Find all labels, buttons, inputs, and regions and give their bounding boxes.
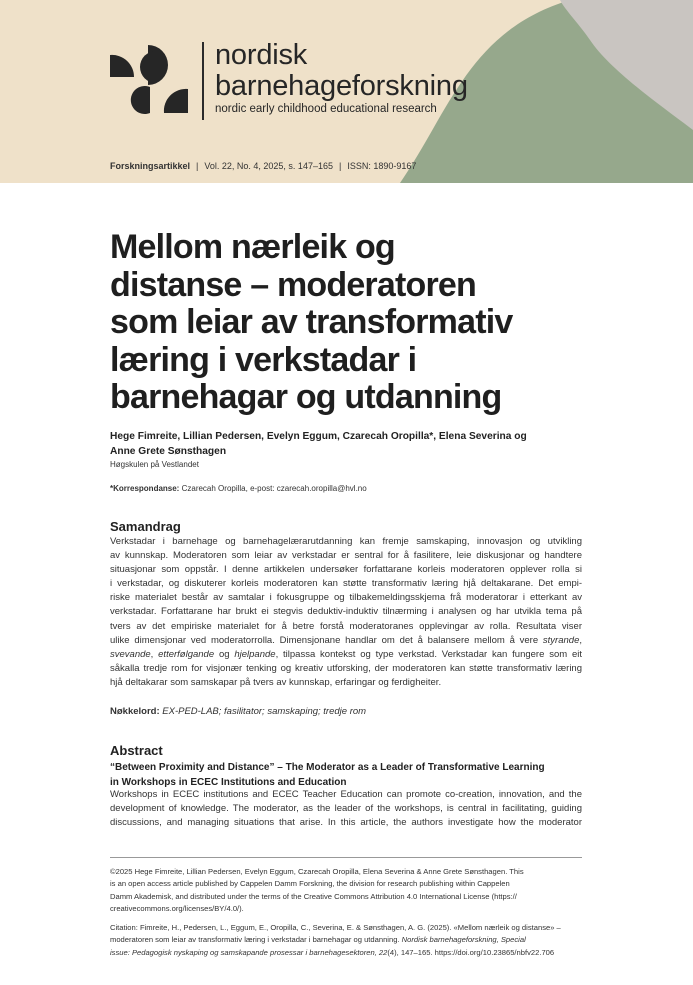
title-line: Mellom nærleik og	[110, 228, 395, 266]
samandrag-line: riske materialet består av samtalar i fokusgruppe og tilbakemeldingsskjema frå moderatorar i etterkant av	[110, 592, 582, 604]
citation-issue: issue: Pedagogisk nyskaping og samskapande prosessar i barnehagesektoren, 22	[110, 947, 388, 957]
samandrag-line: ulike dimensjonar ved moderatorrolla. Dimensjonane handlar om det å balansere mellom å vere styrande,	[110, 634, 582, 646]
samandrag-line: verkstadar. Forfattarane har brukt ei stegvis deduktiv-induktiv tilnærming i analysen og har utvikla tema på	[110, 606, 582, 618]
abstract-line: discussions, and managing situations that arise. In this article, the authors investigate how the moderator	[110, 817, 582, 829]
citation-journal: Nordisk barnehageforskning, Special	[401, 935, 526, 945]
journal-subtitle: nordic early childhood educational research	[215, 103, 437, 115]
title-line: som leiar av transformativ	[110, 303, 513, 341]
meta-separator-1: |	[196, 161, 199, 171]
abstract-subtitle-line: “Between Proximity and Distance” – The Moderator as a Leader of Transformative Learning	[110, 762, 545, 773]
samandrag-line: såkalla tredje rom for visjonær tenking og kreativ utforsking, der moderatoren kan støtte transformativ læring	[110, 662, 582, 674]
license-line: ©2025 Hege Fimreite, Lillian Pedersen, Evelyn Eggum, Czarecah Oropilla, Elena Severina & Anne Grete Sønsthagen. This	[110, 867, 524, 876]
issn: ISSN: 1890-9167	[347, 161, 417, 171]
samandrag-body	[110, 535, 582, 690]
journal-header	[0, 0, 693, 183]
brand-divider	[202, 42, 204, 120]
journal-logo-icon	[108, 43, 192, 115]
keywords-label: Nøkkelord:	[110, 706, 160, 717]
article-meta	[110, 161, 416, 171]
title-line: distanse – moderatoren	[110, 265, 476, 304]
footer-divider	[110, 857, 582, 858]
citation-text: moderatoren som leiar av transformativ læring i verkstadar i barnehagar og utdanning.	[110, 935, 402, 945]
samandrag-line: svevande, etterfølgande og hjelpande, tilpassa kontekst og type verkstad. Verkstadar kan fungere som eit	[110, 648, 582, 660]
abstract-line: Workshops in ECEC institutions and ECEC Teacher Education can promote co-creation, innovation, and the	[110, 789, 582, 800]
correspondence	[110, 484, 367, 493]
volume-info: Vol. 22, No. 4, 2025, s. 147–165	[204, 161, 333, 171]
authors-line: Hege Fimreite, Lillian Pedersen, Evelyn Eggum, Czarecah Oropilla*, Elena Severina og	[110, 431, 527, 442]
authors	[110, 430, 590, 459]
citation-line: Citation: Fimreite, H., Pedersen, L., Eggum, E., Oropilla, C., Severina, E. & Sønsthagen, A. G. (2025). «Mellom nærleik og distanse» –	[110, 923, 561, 932]
journal-name-line2: barnehageforskning	[215, 70, 468, 102]
abstract-subtitle	[110, 760, 582, 790]
citation-line	[110, 947, 582, 959]
abstract-body	[110, 788, 582, 830]
correspondence-text: Czarecah Oropilla, e-post: czarecah.oropilla@hvl.no	[181, 484, 367, 493]
samandrag-line: situasjonar som oppstår. I denne artikkelen undersøker forfattarane korleis moderatoren opplever rolla si	[110, 564, 582, 576]
affiliation: Høgskulen på Vestlandet	[110, 460, 199, 469]
title-line: læring i verkstadar i	[110, 340, 417, 379]
abstract-subtitle-line: in Workshops in ECEC Institutions and Education	[110, 777, 347, 788]
license-line: is an open access article published by Cappelen Damm Forskning, the division for research publishing within Cappelen	[110, 879, 510, 889]
samandrag-line: i verkstadar, og diskuterer korleis moderatoren kan støtte transformativ læring hjå deltakarane. Det empi-	[110, 578, 582, 590]
license-text	[110, 866, 582, 916]
citation	[110, 922, 582, 959]
correspondence-label: *Korrespondanse:	[110, 484, 180, 493]
citation-line	[110, 934, 582, 946]
meta-separator-2: |	[338, 161, 342, 171]
article-type: Forskningsartikkel	[110, 161, 191, 171]
abstract-heading: Abstract	[110, 743, 163, 758]
keywords-text: EX-PED-LAB; fasilitator; samskaping; tredje rom	[162, 706, 367, 717]
samandrag-heading: Samandrag	[110, 519, 181, 534]
authors-line: Anne Grete Sønsthagen	[110, 445, 227, 457]
license-line: Damm Akademisk, and distributed under the terms of the Creative Commons Attribution 4.0 International License (https://	[110, 891, 517, 901]
keywords	[110, 706, 366, 717]
samandrag-line: hjå deltakarar som samskapar på tvers av kunnskap, erfaringar og ferdigheiter.	[110, 676, 442, 688]
license-line: creativecommons.org/licenses/BY/4.0/).	[110, 904, 244, 914]
title-line: barnehagar og utdanning	[110, 378, 502, 416]
abstract-line: development of knowledge. The moderator, as the leader of the workshops, is central in facilitating, guiding	[110, 803, 582, 815]
article-title	[110, 229, 580, 417]
citation-doi: (4), 147–165. https://doi.org/10.23865/nbfv22.706	[387, 947, 555, 957]
samandrag-line: av kunnskap. Moderatoren som leiar av verkstadar er sentral for å fasilitere, leie diskusjonar og handtere	[110, 550, 582, 562]
journal-name	[215, 40, 468, 102]
samandrag-line: tvers av det empiriske materialet for å betre forstå moderatoranes opplevingar av rolla. Resultata viser	[110, 620, 582, 632]
journal-name-line1: nordisk	[215, 39, 308, 71]
samandrag-line: Verkstadar i barnehage og barnehagelærarutdanning kan fremje samskaping, innovasjon og utvikling	[110, 536, 582, 547]
